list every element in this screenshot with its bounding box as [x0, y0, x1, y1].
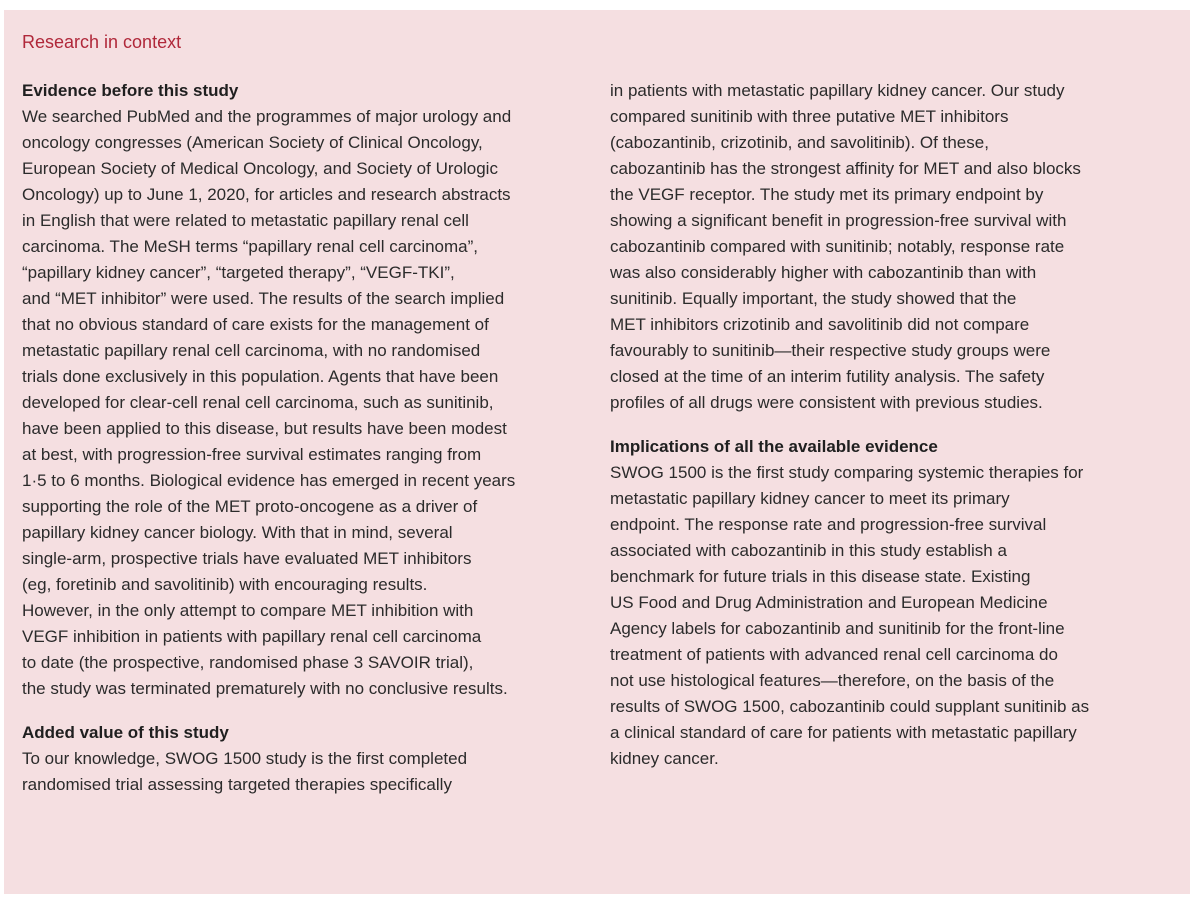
- text-line: treatment of patients with advanced renal cell carcinoma do: [610, 645, 1058, 664]
- text-line: showing a significant benefit in progression-free survival with: [610, 211, 1067, 230]
- text-line: and “MET inhibitor” were used. The results of the search implied: [22, 289, 505, 308]
- text-line: metastatic papillary kidney cancer to meet its primary: [610, 489, 1010, 508]
- text-line: endpoint. The response rate and progression-free survival: [610, 515, 1047, 534]
- text-line: oncology congresses (American Society of Clinical Oncology,: [22, 133, 483, 152]
- added-value-continued-paragraph: [610, 78, 1180, 416]
- text-line: benchmark for future trials in this disease state. Existing: [610, 567, 1031, 586]
- left-column: [22, 78, 592, 798]
- section-gap: [610, 416, 1180, 434]
- text-line: have been applied to this disease, but results have been modest: [22, 419, 507, 438]
- text-line: the study was terminated prematurely with no conclusive results.: [22, 679, 508, 698]
- text-line: To our knowledge, SWOG 1500 study is the first completed: [22, 749, 468, 768]
- text-line: MET inhibitors crizotinib and savolitinib did not compare: [610, 315, 1030, 334]
- text-line: metastatic papillary renal cell carcinoma, with no randomised: [22, 341, 481, 360]
- text-line: SWOG 1500 is the first study comparing systemic therapies for: [610, 463, 1084, 482]
- text-line: randomised trial assessing targeted therapies specifically: [22, 775, 452, 794]
- text-line: (eg, foretinib and savolitinib) with encouraging results.: [22, 575, 428, 594]
- added-value-paragraph: [22, 746, 592, 798]
- text-line: compared sunitinib with three putative MET inhibitors: [610, 107, 1009, 126]
- implications-heading: Implications of all the available evidence: [610, 437, 938, 456]
- text-line: profiles of all drugs were consistent with previous studies.: [610, 393, 1043, 412]
- text-line: VEGF inhibition in patients with papillary renal cell carcinoma: [22, 627, 482, 646]
- text-line: single-arm, prospective trials have evaluated MET inhibitors: [22, 549, 472, 568]
- text-line: sunitinib. Equally important, the study showed that the: [610, 289, 1017, 308]
- text-line: Oncology) up to June 1, 2020, for articles and research abstracts: [22, 185, 511, 204]
- text-line: developed for clear-cell renal cell carcinoma, such as sunitinib,: [22, 393, 494, 412]
- text-line: not use histological features—therefore, on the basis of the: [610, 671, 1055, 690]
- text-line: in patients with metastatic papillary kidney cancer. Our study: [610, 81, 1065, 100]
- text-line: European Society of Medical Oncology, and Society of Urologic: [22, 159, 498, 178]
- research-in-context-panel: [4, 10, 1190, 894]
- text-line: associated with cabozantinib in this study establish a: [610, 541, 1007, 560]
- text-line: to date (the prospective, randomised phase 3 SAVOIR trial),: [22, 653, 474, 672]
- text-line: 1·5 to 6 months. Biological evidence has emerged in recent years: [22, 471, 516, 490]
- text-line: that no obvious standard of care exists for the management of: [22, 315, 489, 334]
- text-line: carcinoma. The MeSH terms “papillary renal cell carcinoma”,: [22, 237, 479, 256]
- text-line: kidney cancer.: [610, 749, 719, 768]
- text-line: (cabozantinib, crizotinib, and savolitinib). Of these,: [610, 133, 989, 152]
- text-line: papillary kidney cancer biology. With that in mind, several: [22, 523, 453, 542]
- text-line: a clinical standard of care for patients with metastatic papillary: [610, 723, 1077, 742]
- text-line: Agency labels for cabozantinib and sunitinib for the front-line: [610, 619, 1065, 638]
- text-line: results of SWOG 1500, cabozantinib could supplant sunitinib as: [610, 697, 1090, 716]
- text-line: the VEGF receptor. The study met its primary endpoint by: [610, 185, 1044, 204]
- text-line: US Food and Drug Administration and European Medicine: [610, 593, 1048, 612]
- implications-paragraph: [610, 460, 1180, 772]
- text-line: supporting the role of the MET proto-oncogene as a driver of: [22, 497, 478, 516]
- text-line: trials done exclusively in this population. Agents that have been: [22, 367, 499, 386]
- text-line: However, in the only attempt to compare MET inhibition with: [22, 601, 474, 620]
- text-line: cabozantinib has the strongest affinity for MET and also blocks: [610, 159, 1081, 178]
- text-line: favourably to sunitinib—their respective study groups were: [610, 341, 1051, 360]
- text-line: at best, with progression-free survival estimates ranging from: [22, 445, 482, 464]
- text-line: closed at the time of an interim futility analysis. The safety: [610, 367, 1045, 386]
- evidence-paragraph: [22, 104, 592, 702]
- text-line: “papillary kidney cancer”, “targeted therapy”, “VEGF-TKI”,: [22, 263, 455, 282]
- section-gap: [22, 702, 592, 720]
- text-line: We searched PubMed and the programmes of major urology and: [22, 107, 512, 126]
- text-line: cabozantinib compared with sunitinib; notably, response rate: [610, 237, 1065, 256]
- evidence-heading: Evidence before this study: [22, 81, 239, 100]
- added-value-heading: Added value of this study: [22, 723, 229, 742]
- panel-title: Research in context: [22, 32, 182, 52]
- text-line: in English that were related to metastatic papillary renal cell: [22, 211, 469, 230]
- text-line: was also considerably higher with cabozantinib than with: [610, 263, 1037, 282]
- right-column: [610, 78, 1180, 772]
